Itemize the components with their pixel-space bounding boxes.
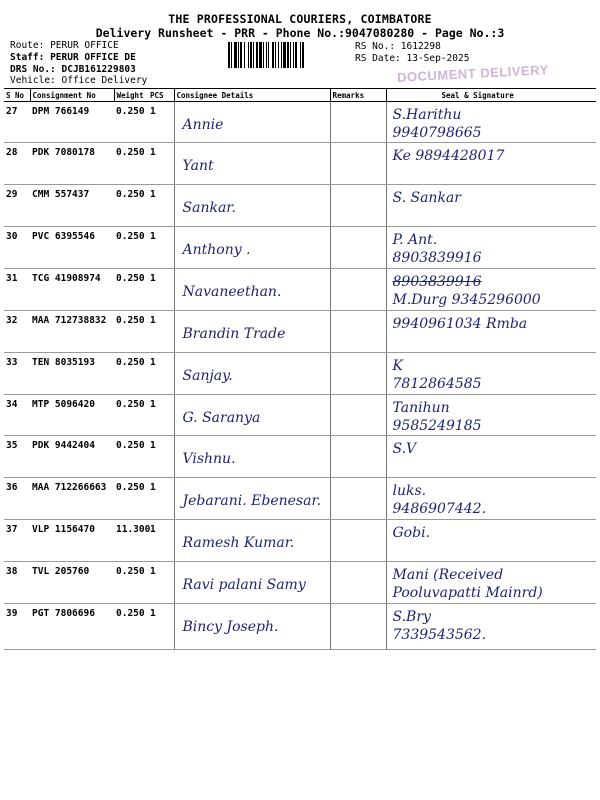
row-weight: 0.250 bbox=[114, 436, 148, 478]
signature-line: Tanihun bbox=[392, 400, 450, 416]
row-sno: 37 bbox=[4, 520, 30, 562]
rs-no-label: RS No.: bbox=[355, 41, 396, 52]
row-consignment-no: DPM 766149 bbox=[30, 102, 114, 143]
consignee-handwriting: Vishnu. bbox=[182, 451, 236, 467]
consignee-handwriting: Ramesh Kumar. bbox=[182, 535, 295, 551]
row-signature bbox=[386, 311, 596, 353]
row-consignment-no: MAA 712738832 bbox=[30, 311, 114, 353]
row-consignment-no: PDK 7080178 bbox=[30, 143, 114, 185]
col-consignment: Consignment No bbox=[30, 89, 114, 102]
rs-date-label: RS Date: bbox=[355, 53, 401, 64]
row-weight: 0.250 bbox=[114, 143, 148, 185]
row-pcs: 1 bbox=[148, 353, 174, 395]
consignee-handwriting: Anthony . bbox=[182, 242, 251, 258]
row-signature bbox=[386, 604, 596, 650]
signature-line: 9940961034 Rmba bbox=[392, 316, 528, 332]
row-weight: 0.250 bbox=[114, 269, 148, 311]
signature-line: S.V bbox=[392, 441, 417, 457]
col-pcs: PCS bbox=[148, 89, 174, 102]
signature-line: luks. bbox=[392, 483, 427, 499]
signature-line: 8903839916 bbox=[392, 274, 482, 290]
signature-line: P. Ant. bbox=[392, 232, 438, 248]
row-pcs: 1 bbox=[148, 185, 174, 227]
row-sno: 32 bbox=[4, 311, 30, 353]
runsheet-table bbox=[4, 88, 596, 650]
row-sno: 33 bbox=[4, 353, 30, 395]
row-weight: 0.250 bbox=[114, 102, 148, 143]
row-signature bbox=[386, 102, 596, 143]
row-signature bbox=[386, 143, 596, 185]
rs-date-value: 13-Sep-2025 bbox=[406, 53, 470, 64]
row-consignment-no: MTP 5096420 bbox=[30, 395, 114, 436]
row-sno: 27 bbox=[4, 102, 30, 143]
consignee-handwriting: Yant bbox=[182, 158, 214, 174]
row-remarks bbox=[330, 143, 386, 185]
row-remarks bbox=[330, 520, 386, 562]
rs-date-line bbox=[355, 53, 469, 65]
row-consignee bbox=[174, 478, 330, 520]
signature-line: S.Harithu bbox=[392, 107, 462, 123]
table-row bbox=[4, 311, 596, 353]
staff-label: Staff: bbox=[10, 52, 45, 63]
row-sno: 31 bbox=[4, 269, 30, 311]
row-signature bbox=[386, 395, 596, 436]
row-consignee bbox=[174, 143, 330, 185]
row-consignee bbox=[174, 353, 330, 395]
row-weight: 0.250 bbox=[114, 478, 148, 520]
signature-line: S. Sankar bbox=[392, 190, 461, 206]
row-signature bbox=[386, 562, 596, 604]
vehicle-label: Vehicle: bbox=[10, 75, 56, 86]
row-weight: 0.250 bbox=[114, 185, 148, 227]
row-consignee bbox=[174, 227, 330, 269]
table-row bbox=[4, 520, 596, 562]
row-remarks bbox=[330, 478, 386, 520]
drs-value: DCJB161229803 bbox=[61, 64, 136, 75]
row-signature bbox=[386, 185, 596, 227]
rs-no-value: 1612298 bbox=[400, 41, 441, 52]
consignee-handwriting: G. Saranya bbox=[182, 410, 261, 426]
row-consignee bbox=[174, 311, 330, 353]
row-consignee bbox=[174, 562, 330, 604]
row-consignment-no: PVC 6395546 bbox=[30, 227, 114, 269]
runsheet-title: THE PROFESSIONAL COURIERS, COIMBATORE bbox=[168, 12, 432, 26]
table-row bbox=[4, 143, 596, 185]
table-row bbox=[4, 478, 596, 520]
signature-line: 9585249185 bbox=[392, 418, 482, 434]
row-weight: 0.250 bbox=[114, 227, 148, 269]
row-sno: 39 bbox=[4, 604, 30, 650]
row-sno: 38 bbox=[4, 562, 30, 604]
row-pcs: 1 bbox=[148, 395, 174, 436]
row-consignment-no: TCG 41908974 bbox=[30, 269, 114, 311]
row-signature bbox=[386, 269, 596, 311]
row-remarks bbox=[330, 562, 386, 604]
row-weight: 0.250 bbox=[114, 353, 148, 395]
row-sno: 29 bbox=[4, 185, 30, 227]
document-delivery-stamp: DOCUMENT DELIVERY bbox=[396, 62, 550, 85]
row-remarks bbox=[330, 311, 386, 353]
row-pcs: 1 bbox=[148, 604, 174, 650]
signature-line: K bbox=[392, 358, 403, 374]
route-value: PERUR OFFICE bbox=[50, 40, 119, 51]
table-row bbox=[4, 102, 596, 143]
col-weight: Weight bbox=[114, 89, 148, 102]
staff-line bbox=[10, 52, 136, 64]
row-consignee bbox=[174, 185, 330, 227]
row-consignment-no: CMM 557437 bbox=[30, 185, 114, 227]
consignee-handwriting: Brandin Trade bbox=[182, 326, 286, 342]
row-weight: 11.300 bbox=[114, 520, 148, 562]
signature-line: 9486907442. bbox=[392, 501, 487, 517]
row-consignment-no: VLP 1156470 bbox=[30, 520, 114, 562]
row-consignment-no: MAA 712266663 bbox=[30, 478, 114, 520]
table-row bbox=[4, 353, 596, 395]
signature-line: 8903839916 bbox=[392, 250, 482, 266]
row-remarks bbox=[330, 269, 386, 311]
consignee-handwriting: Annie bbox=[182, 117, 224, 133]
row-pcs: 1 bbox=[148, 562, 174, 604]
row-consignment-no: PGT 7806696 bbox=[30, 604, 114, 650]
row-remarks bbox=[330, 436, 386, 478]
col-remarks: Remarks bbox=[330, 89, 386, 102]
row-pcs: 1 bbox=[148, 520, 174, 562]
row-pcs: 1 bbox=[148, 143, 174, 185]
table-row bbox=[4, 436, 596, 478]
table-row bbox=[4, 227, 596, 269]
row-remarks bbox=[330, 102, 386, 143]
row-pcs: 1 bbox=[148, 227, 174, 269]
row-consignee bbox=[174, 520, 330, 562]
table-row bbox=[4, 562, 596, 604]
table-row bbox=[4, 269, 596, 311]
consignee-handwriting: Navaneethan. bbox=[182, 284, 282, 300]
signature-line: 9940798665 bbox=[392, 125, 482, 141]
row-consignee bbox=[174, 395, 330, 436]
row-pcs: 1 bbox=[148, 269, 174, 311]
signature-line: S.Bry bbox=[392, 609, 431, 625]
row-signature bbox=[386, 227, 596, 269]
row-consignment-no: PDK 9442404 bbox=[30, 436, 114, 478]
row-consignee bbox=[174, 269, 330, 311]
signature-line: Mani (Received bbox=[392, 567, 504, 583]
consignee-handwriting: Jebarani. Ebenesar. bbox=[182, 493, 322, 509]
row-sno: 35 bbox=[4, 436, 30, 478]
row-weight: 0.250 bbox=[114, 395, 148, 436]
row-signature bbox=[386, 520, 596, 562]
col-signature: Seal & Signature bbox=[386, 89, 596, 102]
consignee-handwriting: Ravi palani Samy bbox=[182, 577, 306, 593]
signature-line: Gobi. bbox=[392, 525, 431, 541]
row-consignment-no: TVL 205760 bbox=[30, 562, 114, 604]
row-signature bbox=[386, 353, 596, 395]
consignee-handwriting: Sanjay. bbox=[182, 368, 233, 384]
col-sno: S No bbox=[4, 89, 30, 102]
row-pcs: 1 bbox=[148, 436, 174, 478]
rs-no-line bbox=[355, 41, 441, 53]
row-sno: 28 bbox=[4, 143, 30, 185]
table-row bbox=[4, 604, 596, 650]
consignee-handwriting: Sankar. bbox=[182, 200, 236, 216]
row-consignee bbox=[174, 604, 330, 650]
signature-line: Pooluvapatti Mainrd) bbox=[392, 585, 543, 601]
signature-line: 7339543562. bbox=[392, 627, 487, 643]
row-signature bbox=[386, 478, 596, 520]
row-remarks bbox=[330, 395, 386, 436]
row-pcs: 1 bbox=[148, 478, 174, 520]
runsheet-subtitle: Delivery Runsheet - PRR - Phone No.:9047080280 - Page No.:3 bbox=[95, 26, 505, 40]
row-weight: 0.250 bbox=[114, 604, 148, 650]
table-row bbox=[4, 185, 596, 227]
table-header-row bbox=[4, 89, 596, 102]
route-label: Route: bbox=[10, 40, 45, 51]
consignee-handwriting: Bincy Joseph. bbox=[182, 619, 279, 635]
row-consignment-no: TEN 8035193 bbox=[30, 353, 114, 395]
row-weight: 0.250 bbox=[114, 311, 148, 353]
row-remarks bbox=[330, 353, 386, 395]
drs-label: DRS No.: bbox=[10, 64, 56, 75]
route-line bbox=[10, 40, 119, 52]
row-weight: 0.250 bbox=[114, 562, 148, 604]
row-sno: 30 bbox=[4, 227, 30, 269]
table-row bbox=[4, 395, 596, 436]
row-sno: 34 bbox=[4, 395, 30, 436]
signature-line: 7812864585 bbox=[392, 376, 482, 392]
col-consignee: Consignee Details bbox=[174, 89, 330, 102]
row-pcs: 1 bbox=[148, 311, 174, 353]
row-remarks bbox=[330, 185, 386, 227]
barcode bbox=[228, 42, 351, 68]
row-signature bbox=[386, 436, 596, 478]
vehicle-value: Office Delivery bbox=[61, 75, 148, 86]
row-pcs: 1 bbox=[148, 102, 174, 143]
signature-line: Ke 9894428017 bbox=[392, 148, 505, 164]
row-remarks bbox=[330, 227, 386, 269]
staff-value: PERUR OFFICE DE bbox=[50, 52, 136, 63]
row-remarks bbox=[330, 604, 386, 650]
row-consignee bbox=[174, 102, 330, 143]
row-sno: 36 bbox=[4, 478, 30, 520]
signature-line: M.Durg 9345296000 bbox=[392, 292, 541, 308]
vehicle-line bbox=[10, 75, 147, 87]
row-consignee bbox=[174, 436, 330, 478]
